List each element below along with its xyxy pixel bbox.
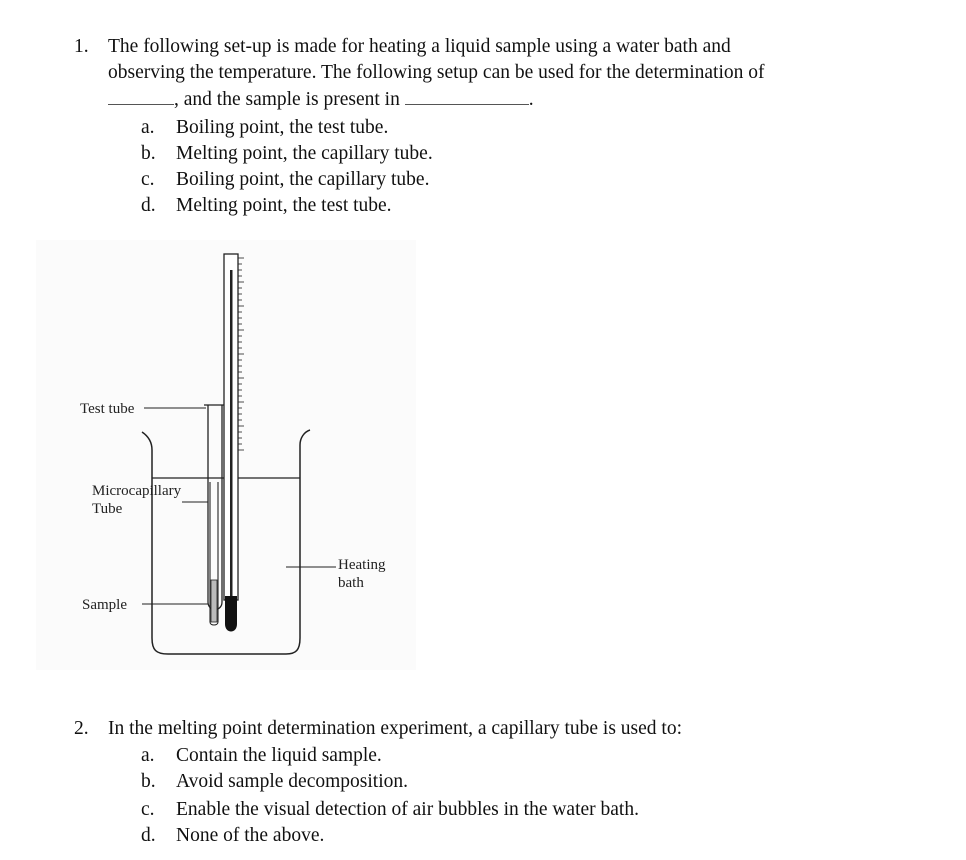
option-text: Melting point, the capillary tube. <box>176 143 433 164</box>
apparatus-svg <box>36 240 416 670</box>
option-text: Melting point, the test tube. <box>176 195 392 216</box>
option-letter: d. <box>141 825 156 846</box>
option-text: Enable the visual detection of air bubbles in the water bath. <box>176 799 639 820</box>
answer-option <box>141 797 639 823</box>
question-line <box>108 86 898 113</box>
label-heating: Heating <box>338 557 386 573</box>
question-line: In the melting point determination experiment, a capillary tube is used to: <box>108 718 683 739</box>
thermometer-capillary <box>230 270 233 600</box>
answer-option <box>141 167 429 193</box>
answer-option <box>141 743 382 769</box>
question-line: observing the temperature. The following setup can be used for the determination of <box>108 62 765 83</box>
answer-option <box>141 193 392 219</box>
option-letter: b. <box>141 771 156 792</box>
option-letter: a. <box>141 745 155 766</box>
option-letter: c. <box>141 799 155 820</box>
label-sample: Sample <box>82 597 127 613</box>
apparatus-diagram <box>36 240 416 670</box>
question-line-fragment: , and the sample is present in <box>174 89 400 110</box>
question-number: 1. <box>74 36 89 57</box>
option-text: None of the above. <box>176 825 325 846</box>
answer-option <box>141 115 388 141</box>
question-line-fragment: . <box>528 89 534 110</box>
label-bath: bath <box>338 575 364 591</box>
option-text: Boiling point, the capillary tube. <box>176 169 430 190</box>
label-microcapillary: Microcapillary <box>92 483 182 499</box>
option-letter: b. <box>141 143 156 164</box>
answer-option <box>141 769 408 795</box>
question-line: The following set-up is made for heating a liquid sample using a water bath and <box>108 36 731 57</box>
question-text <box>108 716 898 742</box>
option-letter: d. <box>141 195 156 216</box>
option-letter: c. <box>141 169 155 190</box>
thermometer-bulb <box>225 596 237 632</box>
question-number: 2. <box>74 718 89 739</box>
answer-option <box>141 141 433 167</box>
question-text <box>108 34 898 113</box>
answer-option <box>141 823 324 849</box>
option-text: Contain the liquid sample. <box>176 745 382 766</box>
sample-in-capillary <box>211 580 217 622</box>
option-text: Boiling point, the test tube. <box>176 117 389 138</box>
label-tube: Tube <box>92 501 123 517</box>
answer-blank <box>405 86 529 105</box>
answer-blank <box>108 86 174 105</box>
option-text: Avoid sample decomposition. <box>176 771 408 792</box>
label-test-tube: Test tube <box>80 401 135 417</box>
option-letter: a. <box>141 117 155 138</box>
